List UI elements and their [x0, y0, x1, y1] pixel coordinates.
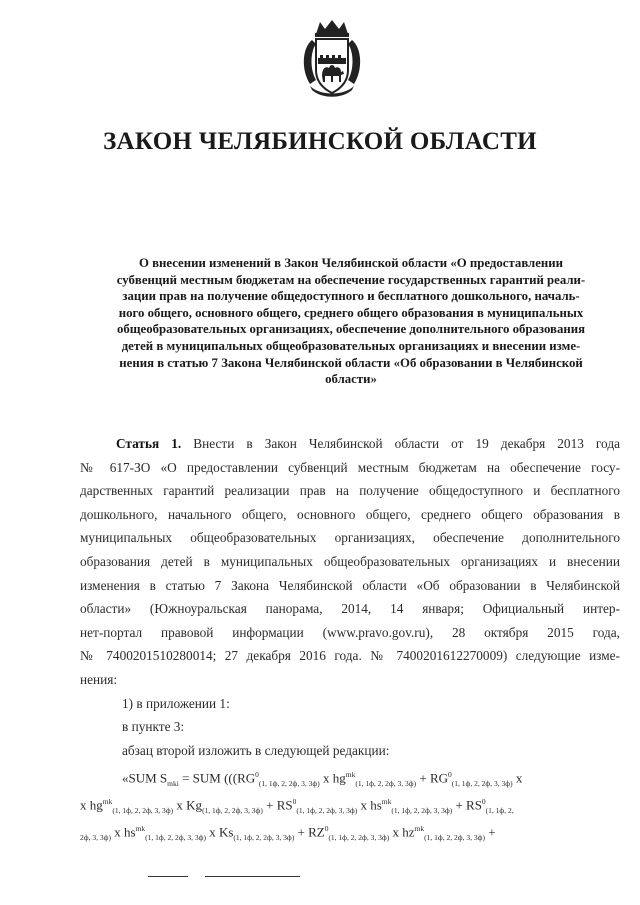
article-line: образования детей в муниципальных общеобразовательных организациях и внесении [80, 553, 620, 569]
chelyabinsk-coat-of-arms-icon [298, 18, 366, 100]
article-line: нет-портал правовой информации (www.pravo.gov.ru), 28 октября 2015 года, [80, 624, 620, 640]
footer-rule [148, 876, 188, 877]
page-title: ЗАКОН ЧЕЛЯБИНСКОЙ ОБЛАСТИ [103, 128, 537, 155]
article-line: муниципальных общеобразовательных организациях, обеспечение дополнительного [80, 530, 620, 546]
article-line: изменения в статью 7 Закона Челябинской области «Об образовании в Челябинской [80, 577, 620, 593]
list-item: абзац второй изложить в следующей редакции: [122, 742, 390, 758]
subtitle-line: общеобразовательных организациях, обеспечение дополнительного образования [116, 322, 586, 337]
subtitle-line: зации прав на получение общедоступного и бесплатного дошкольного, началь- [122, 289, 580, 304]
list-item: в пункте 3: [122, 719, 185, 735]
footer-rule [205, 876, 300, 877]
subtitle-line: области» [325, 372, 377, 387]
article-label: Статья 1. [116, 436, 182, 451]
subtitle-line: О внесении изменений в Закон Челябинской области «О предоставлении [138, 256, 564, 270]
subtitle-line: ного общего, основного общего, среднего общего образования в муниципальных [118, 305, 584, 320]
article-line: нения: [80, 671, 118, 687]
list-item: 1) в приложении 1: [122, 695, 230, 711]
article-text: Внести в Закон Челябинской области от 19 декабря 2013 года [181, 436, 620, 451]
law-subtitle [95, 255, 607, 388]
article-line: дошкольного, начального общего, основного общего, среднего общего образования в [80, 506, 620, 522]
article-first-line [80, 432, 620, 456]
article-body [80, 432, 620, 762]
article-line: дарственных гарантий реализации прав на получение общедоступного и бесплатного [80, 483, 620, 499]
subtitle-line: детей в муниципальных общеобразовательных организациях и внесении изме- [121, 338, 581, 353]
formula-line: x $hg^{mk}_{(1, 1ф, 2, 2ф, 3, 3ф)}$ x $Kg_{(1, 1ф, 2, 2ф, 3, 3ф)} + RS^0_{(1, 1ф, 2, 2ф, 3, 3ф)}$ x $hs^{mk}_{(1, 1ф, 2, 2ф, 3, 3ф)} + RS^0_{(1, 1ф, 2,}$ [80, 797, 514, 815]
article-line: № 617-ЗО «О предоставлении субвенций местным бюджетам на обеспечение госу- [80, 459, 620, 475]
subtitle-line: нения в статью 7 Закона Челябинской области «Об образовании в Челябинской [119, 355, 583, 370]
subtitle-line: субвенций местным бюджетам на обеспечение государственных гарантий реали- [116, 272, 586, 287]
article-line: № 7400201510280014; 27 декабря 2016 года. № 7400201612270009) следующие изме- [80, 648, 620, 664]
article-line: области» (Южноуральская панорама, 2014, 14 января; Официальный интер- [80, 601, 620, 617]
formula-line: $_{2ф, 3, 3ф)}$ x $hs^{mk}_{(1, 1ф, 2, 2ф, 3, 3ф)}$ x $Ks_{(1, 1ф, 2, 2ф, 3, 3ф)} + RZ^0_{(1, 1ф, 2, 2ф, 3, 3ф)}$ x $hz^{mk}_{(1, 1ф, 2, 2ф, 3, 3ф)}$ + [80, 824, 496, 842]
formula-line: «SUM $S_{mki}$ = SUM ((($RG^0_{(1, 1ф, 2, 2ф, 3, 3ф)}$ x $hg^{mk}_{(1, 1ф, 2, 2ф, 3, 3ф)} + RG^0_{(1, 1ф, 2, 2ф, 3, 3ф)}$ x [122, 770, 523, 788]
